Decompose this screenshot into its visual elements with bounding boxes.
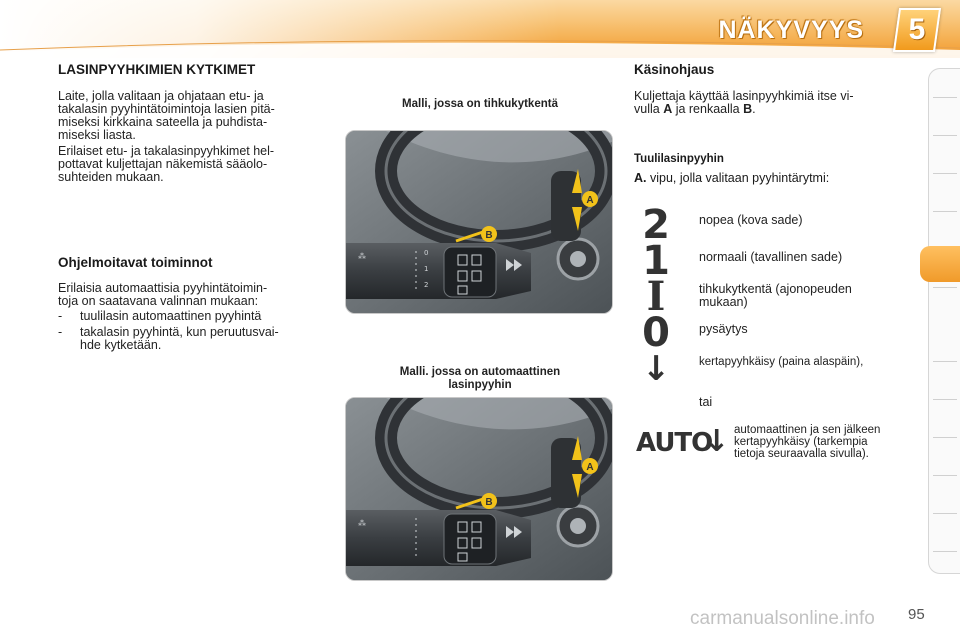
or-text: tai [699, 395, 713, 409]
windscreen-wiper-title: Tuulilasinpyyhin [634, 153, 724, 165]
label-a: A [586, 462, 594, 473]
svg-text:0: 0 [424, 249, 429, 257]
item-text: pysäytys [699, 322, 748, 336]
auto-description: automaattinen ja sen jälkeen kertapyyhkäisy (tarkempia tietoja seuraavalla sivulla). [734, 424, 881, 460]
intro-paragraph-2: Erilaiset etu- ja takalasinpyyhkimet hel- pottavat kuljettajan näkemistä sääolo- suhteiden mukaan. [58, 144, 275, 184]
number-0-icon: 0 [642, 310, 670, 356]
arrow-down-icon: ↓ [704, 424, 730, 459]
item-text: tihkukytkentä (ajonopeuden mukaan) [699, 282, 852, 309]
svg-text:⁂: ⁂ [358, 252, 366, 261]
manual-control-paragraph: Kuljettaja käyttää lasinpyyhkimiä itse vi- vulla A ja renkaalla B. [634, 89, 854, 116]
number-2-icon: 2 [642, 202, 670, 248]
list-item: - takalasin pyyhintä, kun peruutusvai- hde kytketään. [58, 325, 279, 352]
svg-text:1: 1 [424, 265, 429, 273]
wiper-stalk-figure-intermittent [345, 130, 613, 314]
chapter-tabs [928, 68, 960, 574]
list-item: - tuulilasin automaattinen pyyhintä [58, 309, 262, 323]
watermark: carmanualsonline.info [690, 608, 875, 629]
item-text: kertapyyhkäisy (paina alaspäin), [699, 356, 864, 368]
label-b: B [485, 230, 493, 241]
intermittent-icon: I [646, 273, 666, 320]
programmable-paragraph: Erilaisia automaattisia pyyhintätoimin- toja on saatavana valinnan mukaan: [58, 281, 268, 308]
section-title: LASINPYYHKIMIEN KYTKIMET [58, 62, 256, 77]
label-b: B [485, 497, 493, 508]
figure-caption-1: Malli, jossa on tihkukytkentä [402, 98, 558, 110]
chapter-number: 5 [908, 13, 926, 46]
page-number: 95 [908, 606, 925, 623]
lever-description: A. vipu, jolla valitaan pyyhintärytmi: [634, 171, 830, 185]
chapter-title: NÄKYVYYS [718, 16, 864, 44]
svg-text:2: 2 [424, 281, 429, 289]
active-chapter-tab[interactable] [920, 246, 960, 282]
number-1-icon: 1 [642, 238, 670, 284]
manual-control-title: Käsinohjaus [634, 62, 715, 77]
label-a: A [586, 195, 594, 206]
wiper-stalk-figure-auto [345, 397, 613, 581]
chapter-header [0, 0, 960, 58]
item-text: nopea (kova sade) [699, 213, 803, 227]
figure-caption-2: Malli. jossa on automaattinen lasinpyyhin [399, 366, 561, 391]
programmable-functions-title: Ohjelmoitavat toiminnot [58, 255, 213, 270]
chapter-number-badge [893, 8, 941, 52]
svg-text:⁂: ⁂ [358, 519, 366, 528]
auto-icon: AUTO [636, 428, 713, 458]
arrow-down-icon: ↓ [641, 349, 671, 389]
item-text: normaali (tavallinen sade) [699, 250, 843, 264]
intro-paragraph: Laite, jolla valitaan ja ohjataan etu- ja takalasin pyyhintätoimintoja lasien pitä- miseksi kirkkaina sateella ja puhdista- miseksi liasta. [58, 89, 275, 142]
